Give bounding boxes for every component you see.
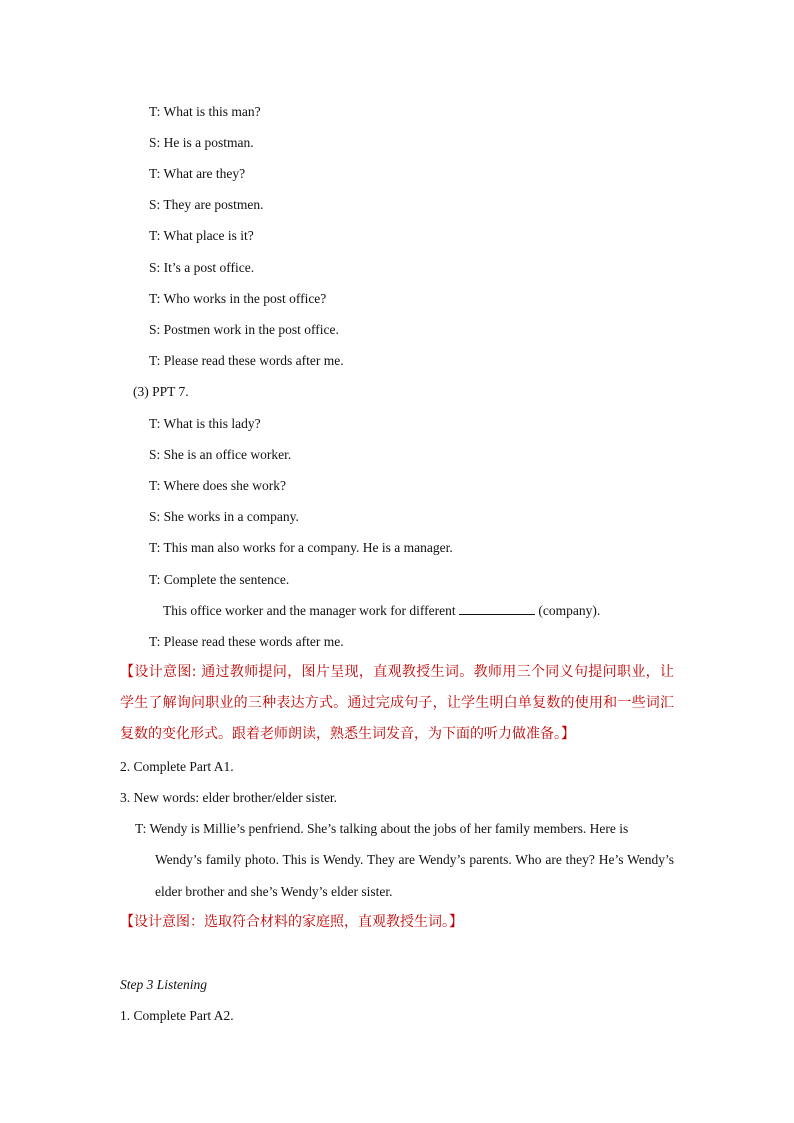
dialogue-line: S: She is an office worker.	[149, 447, 292, 462]
dialogue-line: S: It’s a post office.	[149, 260, 255, 275]
list-item: 2. Complete Part A1.	[120, 759, 234, 774]
dialogue-line: T: What is this man?	[149, 104, 261, 119]
dialogue-line: T: What is this lady?	[149, 416, 261, 431]
dialogue-line: T: What place is it?	[149, 228, 254, 243]
design-note: 【设计意图：选取符合材料的家庭照，直观教授生词。】	[120, 914, 463, 930]
teacher-paragraph	[135, 813, 674, 907]
teacher-paragraph-first-line: T: Wendy is Millie’s penfriend. She’s talking about the jobs of her family members. Here is	[135, 821, 629, 836]
sentence-after: (company).	[538, 603, 601, 618]
dialogue-line: T: This man also works for a company. He is a manager.	[149, 540, 453, 555]
dialogue-line: S: They are postmen.	[149, 197, 264, 212]
design-note: 【设计意图: 通过教师提问，图片呈现，直观教授生词。教师用三个同义句提问职业，让学生了解询问职业的三种表达方式。通过完成句子，让学生明白单复数的使用和一些词汇复数的变化形式。跟着老师朗读，熟悉生词发音，为下面的听力做准备。】	[120, 664, 674, 742]
answer-blank	[459, 602, 535, 615]
dialogue-line: T: Where does she work?	[149, 478, 287, 493]
list-item: 1. Complete Part A2.	[120, 1008, 234, 1023]
dialogue-line: T: Who works in the post office?	[149, 291, 327, 306]
dialogue-line: T: Please read these words after me.	[149, 634, 344, 649]
teacher-paragraph-rest: Wendy’s family photo. This is Wendy. They are Wendy’s parents. Who are they? He’s Wendy’s elder brother and she’s Wendy’s elder sister.	[155, 852, 674, 899]
dialogue-line: S: She works in a company.	[149, 509, 299, 524]
section-heading-ppt7: (3) PPT 7.	[133, 384, 189, 399]
fill-in-sentence	[163, 602, 600, 620]
dialogue-line: T: Please read these words after me.	[149, 353, 344, 368]
dialogue-line: T: What are they?	[149, 166, 246, 181]
dialogue-line: S: Postmen work in the post office.	[149, 322, 339, 337]
dialogue-line: T: Complete the sentence.	[149, 572, 290, 587]
list-item: 3. New words: elder brother/elder sister.	[120, 790, 338, 805]
sentence-before: This office worker and the manager work for different	[163, 603, 456, 618]
dialogue-line: S: He is a postman.	[149, 135, 254, 150]
step-heading: Step 3 Listening	[120, 977, 207, 992]
